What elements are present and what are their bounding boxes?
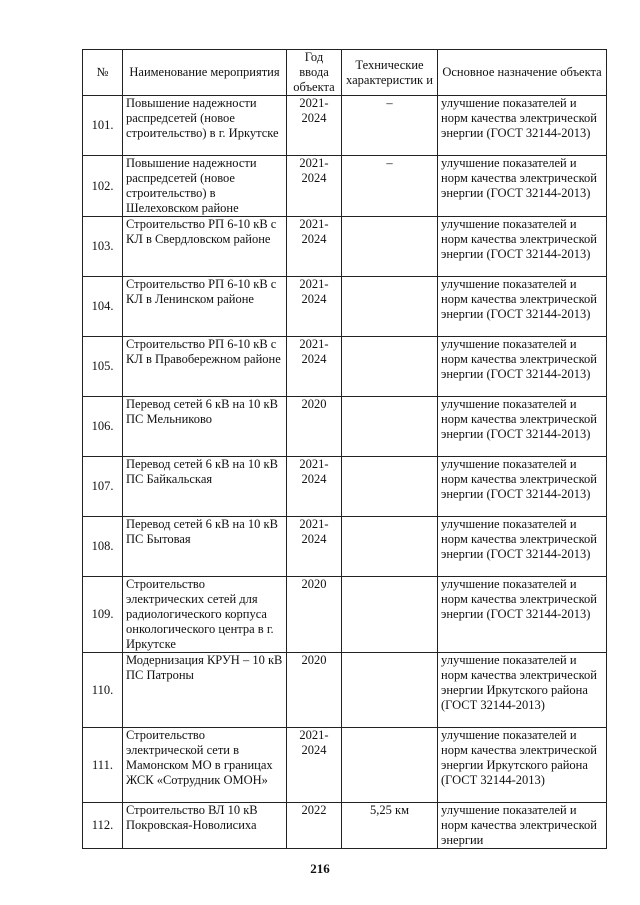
table-row: [83, 457, 607, 517]
row-name: Модернизация КРУН – 10 кВ ПС Патроны: [123, 653, 287, 728]
table-row: [83, 728, 607, 803]
header-name: Наименование мероприятия: [123, 50, 287, 96]
row-tech: [342, 217, 438, 277]
row-purpose: улучшение показателей и норм качества электрической энергии (ГОСТ 32144-2013): [438, 337, 607, 397]
row-purpose: улучшение показателей и норм качества электрической энергии (ГОСТ 32144-2013): [438, 96, 607, 156]
table-row: [83, 517, 607, 577]
row-purpose: улучшение показателей и норм качества электрической энергии (ГОСТ 32144-2013): [438, 277, 607, 337]
header-purpose: Основное назначение объекта: [438, 50, 607, 96]
row-year: 2020: [287, 397, 342, 457]
row-year: 2021-2024: [287, 277, 342, 337]
row-name: Строительство РП 6-10 кВ с КЛ в Правобережном районе: [123, 337, 287, 397]
row-year: 2021-2024: [287, 337, 342, 397]
table-row: [83, 653, 607, 728]
row-year: 2021-2024: [287, 517, 342, 577]
row-name: Строительство электрической сети в Мамонском МО в границах ЖСК «Сотрудник ОМОН»: [123, 728, 287, 803]
row-tech: [342, 337, 438, 397]
table-row: [83, 96, 607, 156]
header-year: Год ввода объекта: [287, 50, 342, 96]
row-purpose: улучшение показателей и норм качества электрической энергии: [438, 803, 607, 849]
row-name: Строительство РП 6-10 кВ с КЛ в Свердловском районе: [123, 217, 287, 277]
row-number: 102.: [83, 156, 123, 217]
row-purpose: улучшение показателей и норм качества электрической энергии (ГОСТ 32144-2013): [438, 217, 607, 277]
row-number: 105.: [83, 337, 123, 397]
row-name: Повышение надежности распредсетей (новое строительство) в Шелеховском районе: [123, 156, 287, 217]
row-name: Строительство РП 6-10 кВ с КЛ в Ленинском районе: [123, 277, 287, 337]
row-tech: [342, 728, 438, 803]
row-name: Перевод сетей 6 кВ на 10 кВ ПС Байкальская: [123, 457, 287, 517]
row-year: 2021-2024: [287, 457, 342, 517]
row-number: 112.: [83, 803, 123, 849]
row-tech: [342, 457, 438, 517]
row-number: 106.: [83, 397, 123, 457]
row-purpose: улучшение показателей и норм качества электрической энергии (ГОСТ 32144-2013): [438, 457, 607, 517]
row-year: 2021-2024: [287, 728, 342, 803]
row-tech: [342, 517, 438, 577]
row-name: Строительство ВЛ 10 кВ Покровская-Новолисиха: [123, 803, 287, 849]
measures-table: [82, 49, 607, 849]
header-tech: Технические характеристик и: [342, 50, 438, 96]
row-purpose: улучшение показателей и норм качества электрической энергии (ГОСТ 32144-2013): [438, 517, 607, 577]
row-number: 103.: [83, 217, 123, 277]
row-number: 107.: [83, 457, 123, 517]
row-name: Перевод сетей 6 кВ на 10 кВ ПС Бытовая: [123, 517, 287, 577]
row-tech: [342, 577, 438, 653]
row-year: 2021-2024: [287, 156, 342, 217]
row-purpose: улучшение показателей и норм качества электрической энергии (ГОСТ 32144-2013): [438, 397, 607, 457]
table-row: [83, 217, 607, 277]
row-year: 2020: [287, 653, 342, 728]
row-name: Перевод сетей 6 кВ на 10 кВ ПС Мельниково: [123, 397, 287, 457]
row-purpose: улучшение показателей и норм качества электрической энергии Иркутского района (ГОСТ 32144-2013): [438, 728, 607, 803]
row-number: 101.: [83, 96, 123, 156]
table-row: [83, 397, 607, 457]
row-tech: –: [342, 96, 438, 156]
row-purpose: улучшение показателей и норм качества электрической энергии Иркутского района (ГОСТ 32144-2013): [438, 653, 607, 728]
row-tech: [342, 653, 438, 728]
table-row: [83, 156, 607, 217]
row-purpose: улучшение показателей и норм качества электрической энергии (ГОСТ 32144-2013): [438, 156, 607, 217]
table-row: [83, 577, 607, 653]
row-number: 104.: [83, 277, 123, 337]
row-name: Повышение надежности распредсетей (новое строительство) в г. Иркутске: [123, 96, 287, 156]
header-num: №: [83, 50, 123, 96]
row-year: 2022: [287, 803, 342, 849]
row-number: 111.: [83, 728, 123, 803]
row-purpose: улучшение показателей и норм качества электрической энергии (ГОСТ 32144-2013): [438, 577, 607, 653]
row-year: 2021-2024: [287, 96, 342, 156]
row-number: 109.: [83, 577, 123, 653]
row-number: 108.: [83, 517, 123, 577]
row-tech: [342, 277, 438, 337]
row-tech: 5,25 км: [342, 803, 438, 849]
table-row: [83, 803, 607, 849]
row-name: Строительство электрических сетей для радиологического корпуса онкологического центра в г. Иркутске: [123, 577, 287, 653]
table-header-row: [83, 50, 607, 96]
row-year: 2020: [287, 577, 342, 653]
row-tech: [342, 397, 438, 457]
row-year: 2021-2024: [287, 217, 342, 277]
table-row: [83, 337, 607, 397]
page-number: 216: [310, 861, 330, 876]
row-tech: –: [342, 156, 438, 217]
table-row: [83, 277, 607, 337]
row-number: 110.: [83, 653, 123, 728]
